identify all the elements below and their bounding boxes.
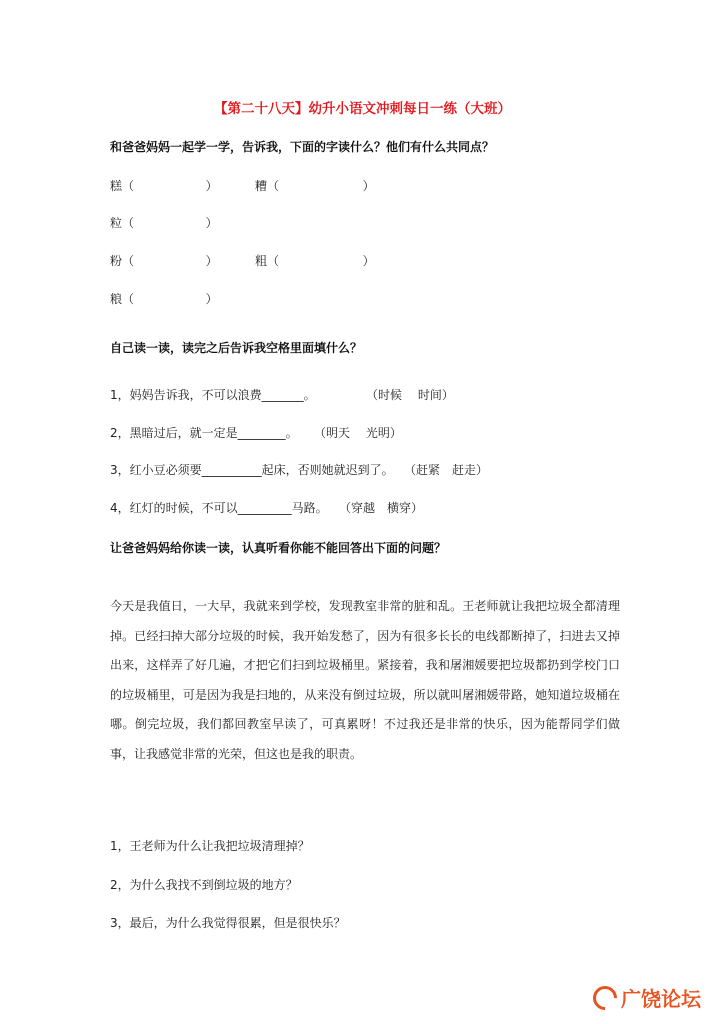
fill-line-3: 3，红小豆必须要__________起床，否则她就迟到了。	[110, 463, 394, 477]
char-label: 糟（	[255, 179, 280, 193]
question-1: 1，王老师为什么让我把垃圾清理掉？	[110, 839, 310, 853]
watermark-text: 广饶论坛	[621, 987, 701, 1011]
section3-heading: 让爸爸妈妈给你读一读，认真听看你能不能回答出下面的问题？	[110, 541, 447, 555]
fill-line-2: 2，黑暗过后，就一定是________。	[110, 426, 298, 440]
section1-heading: 和爸爸妈妈一起学一学，告诉我，下面的字读什么？他们有什么共同点？	[110, 140, 495, 154]
char-close: ）	[362, 179, 375, 193]
fill-options-3: （赶紧 赶走）	[404, 463, 489, 477]
fill-options-1: （时候 时间）	[366, 388, 454, 402]
story-paragraph: 今天是我值日，一大早，我就来到学校，发现教室非常的脏和乱。王老师就让我把垃圾全都清理掉。已经扫掉大部分垃圾的时候，我开始发愁了，因为有很多长长的电线都断掉了，扫进去又掉出来，这样弄了好几遍，才把它们扫到垃圾桶里。紧接着，我和屠湘媛要把垃圾都扔到学校门口的垃圾桶里，可是因为我是扫地的，从来没有倒过垃圾，所以就叫屠湘媛带路，她知道垃圾桶在哪。倒完垃圾，我们都回教室早读了，可真累呀！不过我还是非常的快乐，因为能帮同学们做事，让我感觉非常的光荣，但这也是我的职责。	[110, 599, 620, 761]
char-item-gao	[110, 177, 218, 194]
char-close: ）	[205, 292, 218, 306]
char-label: 粒（	[110, 216, 135, 230]
fill-options-4: （穿越 横穿）	[339, 501, 424, 515]
char-close: ）	[362, 254, 375, 268]
watermark-logo	[593, 983, 701, 1012]
page-title: 【第二十八天】幼升小语文冲刺每日一练（大班）	[214, 101, 511, 117]
char-item-fen	[110, 252, 218, 269]
char-close: ）	[205, 179, 218, 193]
char-item-liang	[110, 290, 218, 307]
char-item-zao	[255, 177, 375, 194]
char-label: 糕（	[110, 179, 135, 193]
char-label: 粮（	[110, 292, 135, 306]
char-item-li	[110, 214, 218, 231]
section2-heading: 自己读一读，读完之后告诉我空格里面填什么？	[110, 341, 363, 355]
char-label: 粗（	[255, 254, 280, 268]
char-label: 粉（	[110, 254, 135, 268]
char-item-cu	[255, 252, 375, 269]
logo-swirl-icon	[588, 981, 622, 1015]
fill-line-1: 1，妈妈告诉我，不可以浪费_______。	[110, 388, 316, 402]
fill-options-2: （明天 光明）	[314, 426, 402, 440]
char-close: ）	[205, 216, 218, 230]
char-close: ）	[205, 254, 218, 268]
fill-line-4: 4，红灯的时候，不可以_________马路。	[110, 501, 328, 515]
question-3: 3，最后，为什么我觉得很累，但是很快乐？	[110, 916, 346, 930]
question-2: 2，为什么我找不到倒垃圾的地方？	[110, 878, 298, 892]
